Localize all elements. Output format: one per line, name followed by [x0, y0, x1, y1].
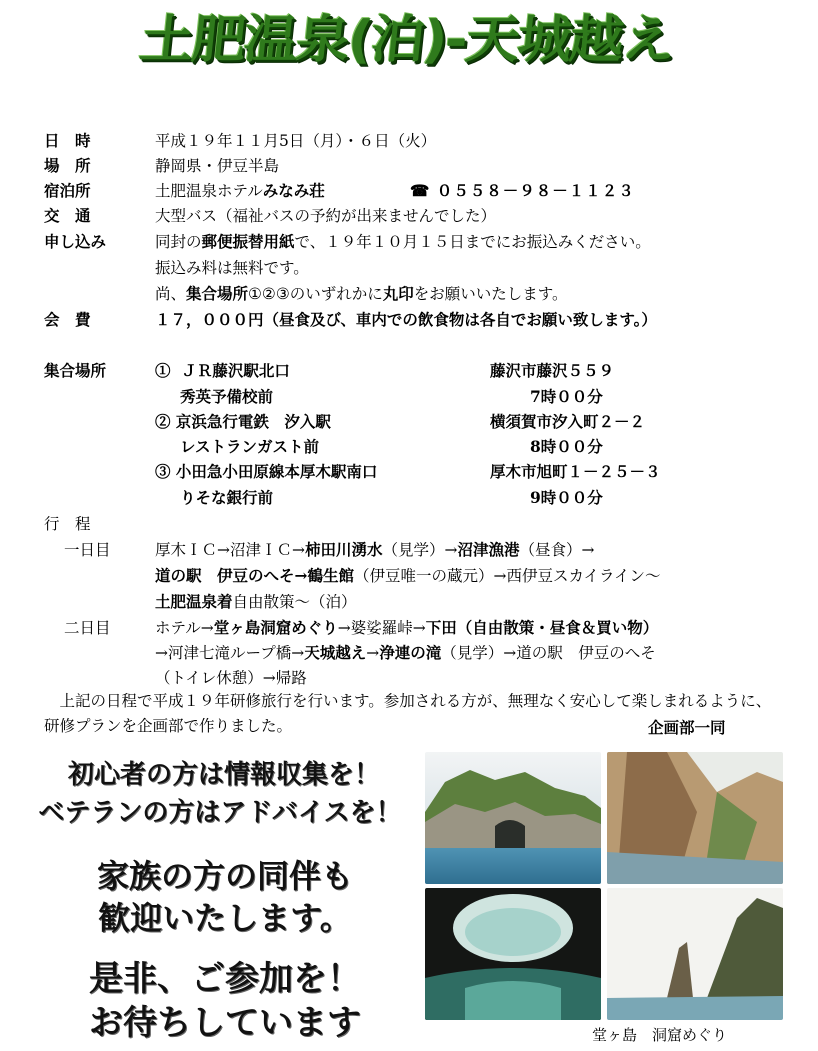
slogan-join-1: 是非、ご参加を！	[89, 959, 361, 999]
day1-line-2: 道の駅 伊豆のへそ→鶴生館（伊豆唯一の蔵元）→西伊豆スカイライン～	[155, 566, 661, 585]
meeting-time-2: 8時００分	[530, 437, 603, 456]
meeting-sub-1: 秀英予備校前	[180, 387, 274, 406]
photo-cave	[425, 888, 601, 1020]
fee-label: 会 費	[44, 310, 91, 329]
meeting-point-1: ① ＪＲ藤沢駅北口	[155, 361, 290, 380]
apply-line-1: 同封の郵便振替用紙で、１９年１０月１５日までにお振込みください。	[155, 232, 651, 251]
date-label: 日 時	[44, 131, 91, 150]
fee-value: １７，０００円（昼食及び、車内での飲食物は各自でお願い致します。）	[155, 310, 657, 329]
date-value: 平成１９年１１月5日（月）・６日（火）	[155, 132, 437, 150]
meeting-label: 集合場所	[44, 361, 107, 380]
day2-label: 二日目	[64, 619, 111, 637]
photo-collage	[425, 752, 783, 1020]
meeting-time-3: 9時００分	[530, 488, 603, 507]
apply-label: 申し込み	[44, 232, 107, 251]
meeting-sub-3: りそな銀行前	[180, 488, 274, 507]
apply-line-2: 振込み料は無料です。	[155, 259, 309, 277]
meeting-sub-2: レストランガスト前	[180, 437, 320, 456]
slogan-join-2: お待ちしています	[89, 1003, 361, 1043]
lodging-label: 宿泊所	[44, 181, 91, 200]
place-label: 場 所	[44, 156, 91, 175]
meeting-point-3: ③ 小田急小田原線本厚木駅南口	[155, 462, 378, 481]
phone-number: ☎ ０５５８－９８－１１２３	[410, 181, 635, 200]
meeting-address-3: 厚木市旭町１－２５－３	[490, 462, 661, 481]
day2-line-3: （トイレ休憩）→帰路	[155, 669, 307, 687]
itinerary-label: 行 程	[44, 515, 91, 533]
day1-label: 一日目	[64, 541, 111, 559]
phone-icon: ☎	[410, 181, 431, 200]
meeting-time-1: 7時００分	[530, 387, 603, 406]
day2-line-2: →河津七滝ループ橋→天城越え→浄連の滝（見学）→道の駅 伊豆のへそ	[155, 643, 656, 662]
message-text: 上記の日程で平成１９年研修旅行を行います。参加される方が、無理なく安心して楽しまれるように、研修プランを企画部で作りました。	[44, 692, 772, 735]
photo-caption: 堂ヶ島 洞窟めぐり	[592, 1026, 728, 1044]
meeting-point-2: ② 京浜急行電鉄 汐入駅	[155, 412, 331, 431]
lodging-name: みなみ荘	[262, 181, 325, 200]
slogan-veterans: ベテランの方はアドバイスを！	[38, 798, 402, 828]
meeting-address-1: 藤沢市藤沢５５９	[490, 361, 615, 380]
photo-rock	[607, 888, 783, 1020]
lodging-value: 土肥温泉ホテルみなみ荘	[155, 181, 325, 200]
photo-cliff	[607, 752, 783, 884]
apply-line-3: 尚、集合場所①②③のいずれかに丸印をお願いいたします。	[155, 284, 568, 303]
slogan-family-1: 家族の方の同伴も	[96, 857, 353, 895]
signature: 企画部一同	[648, 718, 726, 737]
day1-line-1: 厚木ＩＣ→沼津ＩＣ→柿田川湧水（見学）→沼津漁港（昼食）→	[155, 540, 595, 559]
transport-value: 大型バス（福祉バスの予約が出来ませんでした）	[155, 207, 497, 225]
meeting-address-2: 横須賀市汐入町２－２	[490, 412, 646, 431]
photo-coast	[425, 752, 601, 884]
day1-line-3: 土肥温泉着自由散策～（泊）	[155, 592, 357, 611]
page-title: 土肥温泉(泊)-天城越え	[136, 9, 677, 70]
slogan-beginners: 初心者の方は情報収集を！	[67, 760, 380, 790]
place-value: 静岡県・伊豆半島	[155, 157, 280, 175]
day2-line-1: ホテル→堂ヶ島洞窟めぐり→婆娑羅峠→下田（自由散策・昼食＆買い物）	[155, 618, 659, 637]
transport-label: 交 通	[44, 206, 91, 225]
slogan-family-2: 歓迎いたします。	[98, 899, 352, 937]
